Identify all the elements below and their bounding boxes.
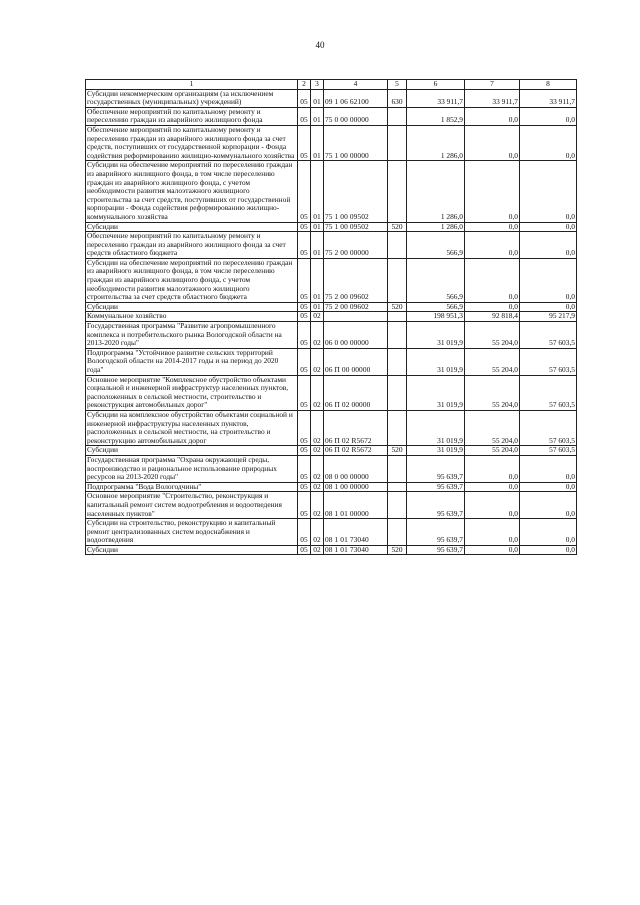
amount-year1-cell: 95 639,7 — [407, 492, 465, 519]
section-code-cell: 05 — [298, 446, 311, 456]
row-name-cell: Субсидии на строительство, реконструкцию и капитальный ремонт централизованных систем водоснабжения и водоотведения — [86, 519, 298, 546]
page-number: 40 — [315, 40, 325, 50]
amount-year2-cell: 55 204,0 — [465, 375, 520, 410]
amount-year2-cell: 0,0 — [465, 222, 520, 232]
section-code-cell: 05 — [298, 482, 311, 492]
row-name-cell: Подпрограмма "Вода Вологодчины" — [86, 482, 298, 492]
target-item-cell: 75 1 00 09502 — [324, 222, 388, 232]
section-code-cell: 05 — [298, 410, 311, 445]
amount-year3-cell: 0,0 — [520, 125, 577, 160]
amount-year1-cell: 31 019,9 — [407, 446, 465, 456]
target-item-cell: 08 1 01 00000 — [324, 492, 388, 519]
table-row — [86, 455, 577, 482]
amount-year2-cell: 55 204,0 — [465, 410, 520, 445]
expense-type-cell — [388, 410, 407, 445]
amount-year2-cell: 0,0 — [465, 125, 520, 160]
target-item-cell: 06 П 02 R5672 — [324, 446, 388, 456]
target-item-cell: 06 П 02 00000 — [324, 375, 388, 410]
amount-year2-cell: 0,0 — [465, 492, 520, 519]
amount-year2-cell: 0,0 — [465, 258, 520, 302]
table-row — [86, 302, 577, 312]
target-item-cell: 06 П 00 00000 — [324, 348, 388, 375]
target-item-cell: 06 П 02 R5672 — [324, 410, 388, 445]
target-item-cell: 08 0 00 00000 — [324, 455, 388, 482]
subsection-code-cell: 01 — [311, 302, 324, 312]
header-col-6: 6 — [407, 80, 465, 90]
subsection-code-cell: 02 — [311, 455, 324, 482]
table-row — [86, 161, 577, 222]
amount-year1-cell: 31 019,9 — [407, 322, 465, 349]
row-name-cell: Субсидии на обеспечение мероприятий по переселению граждан из аварийного жилищного фонда, в том числе переселению граждан из аварийного жилищного фонда, с учетом необходимости развития малоэтажного жилищного строительства за счет средств областного бюджета — [86, 258, 298, 302]
row-name-cell: Обеспечение мероприятий по капитальному ремонту и переселению граждан из аварийного жилищного фонда — [86, 107, 298, 125]
amount-year3-cell: 0,0 — [520, 232, 577, 259]
table-row — [86, 312, 577, 322]
subsection-code-cell: 01 — [311, 258, 324, 302]
target-item-cell: 08 1 01 73040 — [324, 519, 388, 546]
subsection-code-cell: 02 — [311, 375, 324, 410]
target-item-cell: 08 1 00 00000 — [324, 482, 388, 492]
row-name-cell: Субсидии — [86, 545, 298, 555]
amount-year1-cell: 566,9 — [407, 302, 465, 312]
row-name-cell: Обеспечение мероприятий по капитальному ремонту и переселению граждан из аварийного жилищного фонда за счет средств областного бюджета — [86, 232, 298, 259]
amount-year1-cell: 31 019,9 — [407, 348, 465, 375]
amount-year1-cell: 31 019,9 — [407, 375, 465, 410]
expense-type-cell — [388, 519, 407, 546]
expense-type-cell: 630 — [388, 89, 407, 107]
header-col-7: 7 — [465, 80, 520, 90]
table-row — [86, 410, 577, 445]
amount-year3-cell: 0,0 — [520, 222, 577, 232]
amount-year3-cell: 0,0 — [520, 519, 577, 546]
subsection-code-cell: 02 — [311, 348, 324, 375]
section-code-cell: 05 — [298, 375, 311, 410]
table-row — [86, 375, 577, 410]
section-code-cell: 05 — [298, 348, 311, 375]
target-item-cell: 75 0 00 00000 — [324, 107, 388, 125]
row-name-cell: Субсидии на обеспечение мероприятий по переселению граждан из аварийного жилищного фонда, в том числе переселению граждан из аварийного жилищного фонда, с учетом необходимости развития малоэтажного жилищного строительства за счет средств, поступивших от государственной корпорации - Фонда содействия реформированию жилищно-коммунального хозяйства — [86, 161, 298, 222]
subsection-code-cell: 02 — [311, 410, 324, 445]
target-item-cell: 06 0 00 00000 — [324, 322, 388, 349]
section-code-cell: 05 — [298, 222, 311, 232]
subsection-code-cell: 02 — [311, 482, 324, 492]
amount-year1-cell: 1 286,0 — [407, 222, 465, 232]
subsection-code-cell: 01 — [311, 222, 324, 232]
amount-year1-cell: 95 639,7 — [407, 455, 465, 482]
row-name-cell: Субсидии — [86, 302, 298, 312]
table-row — [86, 545, 577, 555]
row-name-cell: Субсидии — [86, 222, 298, 232]
amount-year2-cell: 55 204,0 — [465, 348, 520, 375]
amount-year2-cell: 92 818,4 — [465, 312, 520, 322]
target-item-cell: 75 2 00 09602 — [324, 258, 388, 302]
expense-type-cell — [388, 232, 407, 259]
table-row — [86, 348, 577, 375]
amount-year2-cell: 0,0 — [465, 302, 520, 312]
expense-type-cell — [388, 455, 407, 482]
expense-type-cell: 520 — [388, 222, 407, 232]
section-code-cell: 05 — [298, 89, 311, 107]
expense-type-cell — [388, 492, 407, 519]
expense-type-cell — [388, 375, 407, 410]
table-row — [86, 519, 577, 546]
expense-type-cell: 520 — [388, 302, 407, 312]
amount-year3-cell: 0,0 — [520, 302, 577, 312]
target-item-cell: 75 2 00 00000 — [324, 232, 388, 259]
table-row — [86, 322, 577, 349]
row-name-cell: Субсидии на комплексное обустройство объектами социальной и инженерной инфраструктуры населенных пунктов, расположенных в сельской местности, на строительство и реконструкцию автомобильных дорог — [86, 410, 298, 445]
amount-year2-cell: 55 204,0 — [465, 446, 520, 456]
amount-year2-cell: 0,0 — [465, 455, 520, 482]
subsection-code-cell: 02 — [311, 545, 324, 555]
budget-table — [85, 79, 577, 555]
expense-type-cell — [388, 322, 407, 349]
subsection-code-cell: 02 — [311, 492, 324, 519]
row-name-cell: Коммунальное хозяйство — [86, 312, 298, 322]
amount-year2-cell: 0,0 — [465, 545, 520, 555]
subsection-code-cell: 02 — [311, 446, 324, 456]
amount-year1-cell: 1 286,0 — [407, 161, 465, 222]
amount-year3-cell: 0,0 — [520, 107, 577, 125]
amount-year1-cell: 1 286,0 — [407, 125, 465, 160]
section-code-cell: 05 — [298, 258, 311, 302]
expense-type-cell — [388, 258, 407, 302]
row-name-cell: Государственная программа "Развитие агропромышленного комплекса и потребительского рынка Вологодской области на 2013-2020 годы" — [86, 322, 298, 349]
section-code-cell: 05 — [298, 232, 311, 259]
target-item-cell: 08 1 01 73040 — [324, 545, 388, 555]
amount-year3-cell: 0,0 — [520, 545, 577, 555]
header-row — [86, 80, 577, 90]
section-code-cell: 05 — [298, 107, 311, 125]
table-row — [86, 232, 577, 259]
amount-year1-cell: 31 019,9 — [407, 410, 465, 445]
section-code-cell: 05 — [298, 125, 311, 160]
amount-year2-cell: 0,0 — [465, 482, 520, 492]
subsection-code-cell: 02 — [311, 519, 324, 546]
amount-year3-cell: 0,0 — [520, 161, 577, 222]
section-code-cell: 05 — [298, 322, 311, 349]
amount-year2-cell: 0,0 — [465, 107, 520, 125]
table-row — [86, 258, 577, 302]
row-name-cell: Субсидии — [86, 446, 298, 456]
table-header — [86, 80, 577, 90]
section-code-cell: 05 — [298, 492, 311, 519]
header-col-5: 5 — [388, 80, 407, 90]
target-item-cell: 09 1 06 62100 — [324, 89, 388, 107]
amount-year3-cell: 0,0 — [520, 455, 577, 482]
row-name-cell: Субсидии некоммерческим организациям (за исключением государственных (муниципальных) учреждений) — [86, 89, 298, 107]
target-item-cell: 75 1 00 00000 — [324, 125, 388, 160]
expense-type-cell — [388, 312, 407, 322]
section-code-cell: 05 — [298, 312, 311, 322]
expense-type-cell — [388, 482, 407, 492]
amount-year1-cell: 95 639,7 — [407, 545, 465, 555]
expense-type-cell — [388, 125, 407, 160]
amount-year1-cell: 95 639,7 — [407, 482, 465, 492]
table-row — [86, 446, 577, 456]
expense-type-cell — [388, 107, 407, 125]
amount-year1-cell: 95 639,7 — [407, 519, 465, 546]
subsection-code-cell: 01 — [311, 161, 324, 222]
amount-year1-cell: 566,9 — [407, 258, 465, 302]
row-name-cell: Подпрограмма "Устойчивое развитие сельских территорий Вологодской области на 2014-2017 годы и на период до 2020 года" — [86, 348, 298, 375]
section-code-cell: 05 — [298, 545, 311, 555]
amount-year2-cell: 0,0 — [465, 519, 520, 546]
amount-year3-cell: 57 603,5 — [520, 322, 577, 349]
row-name-cell: Основное мероприятие "Строительство, реконструкция и капитальный ремонт систем водоотребления и водоотведения населенных пунктов" — [86, 492, 298, 519]
amount-year3-cell: 0,0 — [520, 258, 577, 302]
amount-year2-cell: 0,0 — [465, 161, 520, 222]
row-name-cell: Государственная программа "Охрана окружающей среды, воспроизводство и рациональное использование природных ресурсов на 2013-2020 годы" — [86, 455, 298, 482]
expense-type-cell — [388, 348, 407, 375]
amount-year2-cell: 55 204,0 — [465, 322, 520, 349]
expense-type-cell: 520 — [388, 446, 407, 456]
section-code-cell: 05 — [298, 302, 311, 312]
amount-year1-cell: 566,9 — [407, 232, 465, 259]
target-item-cell: 75 2 00 09602 — [324, 302, 388, 312]
section-code-cell: 05 — [298, 455, 311, 482]
table-row — [86, 492, 577, 519]
subsection-code-cell: 02 — [311, 322, 324, 349]
amount-year1-cell: 198 951,3 — [407, 312, 465, 322]
header-col-2: 2 — [298, 80, 311, 90]
row-name-cell: Обеспечение мероприятий по капитальному ремонту и переселению граждан из аварийного жилищного фонда за счет средств, поступивших от государственной корпорации - Фонда содействия реформированию жилищно-коммунального хозяйства — [86, 125, 298, 160]
amount-year2-cell: 33 911,7 — [465, 89, 520, 107]
amount-year3-cell: 0,0 — [520, 492, 577, 519]
expense-type-cell — [388, 161, 407, 222]
amount-year3-cell: 57 603,5 — [520, 446, 577, 456]
header-col-8: 8 — [520, 80, 577, 90]
amount-year1-cell: 1 852,9 — [407, 107, 465, 125]
table-row — [86, 125, 577, 160]
amount-year2-cell: 0,0 — [465, 232, 520, 259]
table-row — [86, 222, 577, 232]
amount-year3-cell: 0,0 — [520, 482, 577, 492]
subsection-code-cell: 01 — [311, 125, 324, 160]
subsection-code-cell: 01 — [311, 232, 324, 259]
amount-year3-cell: 33 911,7 — [520, 89, 577, 107]
subsection-code-cell: 01 — [311, 107, 324, 125]
table-row — [86, 482, 577, 492]
section-code-cell: 05 — [298, 161, 311, 222]
table-row — [86, 107, 577, 125]
subsection-code-cell: 01 — [311, 89, 324, 107]
amount-year3-cell: 57 603,5 — [520, 375, 577, 410]
table-row — [86, 89, 577, 107]
target-item-cell: 75 1 00 09502 — [324, 161, 388, 222]
header-col-4: 4 — [324, 80, 388, 90]
amount-year3-cell: 95 217,9 — [520, 312, 577, 322]
header-col-3: 3 — [311, 80, 324, 90]
amount-year3-cell: 57 603,5 — [520, 410, 577, 445]
target-item-cell — [324, 312, 388, 322]
amount-year1-cell: 33 911,7 — [407, 89, 465, 107]
row-name-cell: Основное мероприятие "Комплексное обустройство объектами социальной и инженерной инфраструктур населенных пунктов, расположенных в сельской местности, строительство и реконструкция автомобильных дорог" — [86, 375, 298, 410]
subsection-code-cell: 02 — [311, 312, 324, 322]
section-code-cell: 05 — [298, 519, 311, 546]
expense-type-cell: 520 — [388, 545, 407, 555]
header-col-1: 1 — [86, 80, 298, 90]
table-body — [86, 89, 577, 555]
amount-year3-cell: 57 603,5 — [520, 348, 577, 375]
